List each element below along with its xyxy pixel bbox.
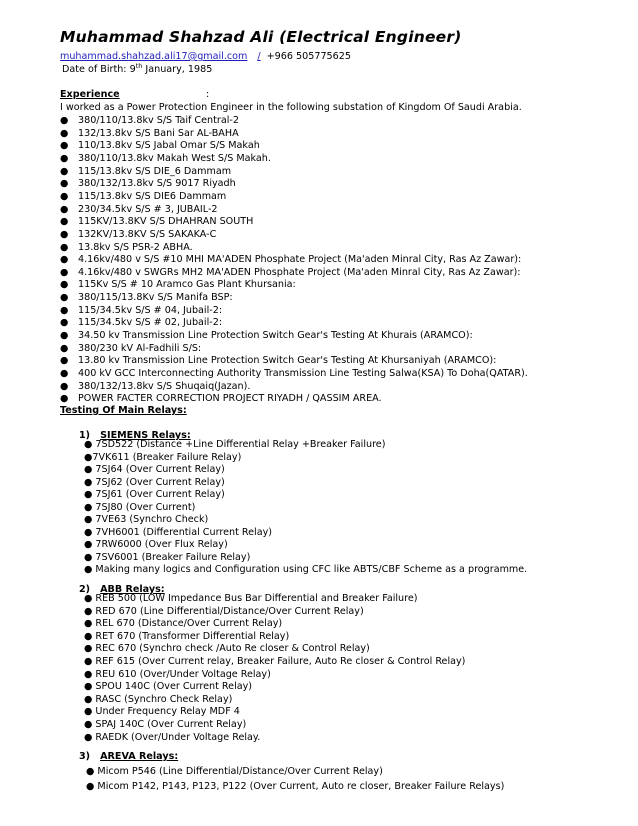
- experience-item: [60, 152, 271, 165]
- experience-item-text: 380/110/13.8kv S/S Taif Central-2: [78, 115, 239, 126]
- abb-relay-item: ● RET 670 (Transformer Differential Relay): [84, 630, 290, 642]
- experience-item-text: 115KV/13.8KV S/S DHAHRAN SOUTH: [78, 216, 254, 228]
- contact-line: [60, 50, 351, 63]
- experience-colon: :: [206, 89, 210, 100]
- experience-item-text: 115/34.5kv S/S # 04, Jubail-2:: [78, 304, 223, 316]
- abb-relay-item: ● SPAJ 140C (Over Current Relay): [84, 719, 247, 730]
- abb-relay-item: ● SPOU 140C (Over Current Relay): [84, 681, 253, 693]
- experience-item: [60, 165, 231, 178]
- experience-item-text: 115Kv S/S # 10 Aramco Gas Plant Khursania:: [78, 279, 296, 291]
- experience-item: [60, 177, 236, 190]
- siemens-relay-item: ● 7VH6001 (Differential Current Relay): [84, 526, 272, 538]
- experience-item: [60, 253, 521, 266]
- bullet-icon: ●: [60, 178, 69, 190]
- experience-item-text: 115/13.8kv S/S DIE6 Dammam: [78, 190, 227, 202]
- experience-item-text: 380/110/13.8kv Makah West S/S Makah.: [78, 152, 271, 164]
- experience-item: [60, 354, 496, 367]
- experience-item: [60, 329, 473, 342]
- areva-relay-item: ● Micom P546 (Line Differential/Distance/Over Current Relay): [86, 766, 383, 777]
- experience-item-text: 115/34.5kv S/S # 02, Jubail-2:: [78, 317, 223, 329]
- experience-item-text: 380/132/13.8kv S/S Shuqaiq(Jazan).: [78, 380, 251, 392]
- bullet-icon: ●: [60, 203, 69, 215]
- experience-item: [60, 278, 296, 291]
- siemens-relay-item: ● 7SV6001 (Breaker Failure Relay): [84, 551, 251, 563]
- experience-item: [60, 342, 201, 355]
- experience-item: [60, 203, 218, 216]
- areva-number: 3): [79, 751, 91, 762]
- experience-item: [60, 241, 193, 254]
- experience-item: [60, 190, 226, 203]
- siemens-relay-item: ● 7SJ80 (Over Current): [84, 501, 196, 513]
- date-of-birth: [62, 63, 212, 76]
- experience-item-text: 115/13.8kv S/S DIE_6 Dammam: [78, 165, 232, 177]
- abb-relay-item: ● REB 500 (LOW Impedance Bus Bar Differential and Breaker Failure): [84, 593, 418, 604]
- name-title: Muhammad Shahzad Ali (Electrical Engineer): [60, 28, 462, 46]
- abb-number: 2): [79, 584, 91, 595]
- areva-relay-item: ● Micom P142, P143, P123, P122 (Over Current, Auto re closer, Breaker Failure Relays): [86, 781, 505, 792]
- bullet-icon: ●: [60, 140, 69, 152]
- areva-heading: [79, 750, 178, 763]
- bullet-icon: ●: [60, 393, 69, 405]
- abb-relay-item: ● RED 670 (Line Differential/Distance/Over Current Relay): [84, 605, 364, 617]
- experience-item-text: 380/132/13.8kv S/S 9017 Riyadh: [78, 178, 236, 190]
- experience-item-text: 132/13.8kv S/S Bani Sar AL-BAHA: [78, 127, 239, 139]
- experience-item: [60, 139, 260, 152]
- bullet-icon: ●: [60, 241, 69, 253]
- email-link[interactable]: muhammad.shahzad.ali17@gmail.com: [60, 51, 248, 62]
- siemens-number: 1): [79, 430, 91, 441]
- experience-item: [60, 114, 239, 127]
- siemens-relay-item: ● Making many logics and Configuration using CFC like ABTS/CBF Scheme as a programme.: [84, 564, 528, 575]
- experience-item-text: 110/13.8kv S/S Jabal Omar S/S Makah: [78, 140, 260, 152]
- abb-relay-item: ● REC 670 (Synchro check /Auto Re closer & Control Relay): [84, 643, 370, 655]
- abb-title: ABB Relays:: [100, 584, 165, 595]
- experience-item-text: 380/115/13.8Kv S/S Manifa BSP:: [78, 292, 233, 304]
- siemens-relay-item: ● 7RW6000 (Over Flux Relay): [84, 539, 228, 550]
- experience-item: [60, 266, 521, 279]
- bullet-icon: ●: [60, 127, 69, 139]
- bullet-icon: ●: [60, 317, 69, 329]
- experience-item: [60, 304, 222, 317]
- bullet-icon: ●: [60, 165, 69, 177]
- bullet-icon: ●: [60, 279, 69, 291]
- experience-item-text: 13.8kv S/S PSR-2 ABHA.: [78, 241, 193, 253]
- abb-relay-item: ● RASC (Synchro Check Relay): [84, 693, 233, 705]
- abb-relay-item: ● RAEDK (Over/Under Voltage Relay.: [84, 731, 261, 743]
- experience-item: [60, 367, 528, 380]
- experience-item-text: 400 kV GCC Interconnecting Authority Transmission Line Testing Salwa(KSA) To Doha(QATAR).: [78, 368, 528, 379]
- experience-item-text: 132KV/13.8KV S/S SAKAKA-C: [78, 228, 217, 240]
- experience-item-text: 380/230 kV Al-Fadhili S/S:: [78, 342, 202, 354]
- experience-item: [60, 215, 253, 228]
- experience-item-text: 4.16kv/480 v SWGRs MH2 MA'ADEN Phosphate Project (Ma'aden Minral City, Ras Az Zawar):: [78, 266, 521, 278]
- abb-relay-item: ● REF 615 (Over Current relay, Breaker Failure, Auto Re closer & Control Relay): [84, 656, 466, 667]
- bullet-icon: ●: [60, 190, 69, 202]
- experience-heading: Experience: [60, 89, 120, 100]
- experience-heading-line: [60, 88, 210, 101]
- bullet-icon: ●: [60, 266, 69, 278]
- experience-item: [60, 228, 216, 241]
- siemens-relay-item: ● 7SJ62 (Over Current Relay): [84, 476, 225, 488]
- experience-item: [60, 316, 222, 329]
- experience-item: [60, 291, 233, 304]
- abb-relay-item: ● REU 610 (Over/Under Voltage Relay): [84, 668, 271, 680]
- experience-item-text: POWER FACTER CORRECTION PROJECT RIYADH / QASSIM AREA.: [78, 393, 382, 405]
- experience-item: [60, 380, 250, 393]
- bullet-icon: ●: [60, 380, 69, 392]
- bullet-icon: ●: [60, 216, 69, 228]
- bullet-icon: ●: [60, 355, 69, 367]
- areva-title: AREVA Relays:: [100, 751, 179, 762]
- experience-item: [60, 127, 239, 140]
- bullet-icon: ●: [60, 228, 69, 240]
- experience-item-text: 13.80 kv Transmission Line Protection Switch Gear's Testing At Khursaniyah (ARAMCO):: [78, 355, 497, 367]
- bullet-icon: ●: [60, 254, 69, 266]
- siemens-relay-item: ● 7VE63 (Synchro Check): [84, 514, 209, 525]
- siemens-title: SIEMENS Relays:: [100, 430, 191, 441]
- experience-item-text: 4.16kv/480 v S/S #10 MHI MA'ADEN Phosphate Project (Ma'aden Minral City, Ras Az Zawar):: [78, 254, 522, 266]
- bullet-icon: ●: [60, 368, 69, 379]
- phone-number: +966 505775625: [266, 51, 351, 62]
- experience-item-text: 230/34.5kv S/S # 3, JUBAIL-2: [78, 203, 218, 215]
- siemens-relay-item: ●7VK611 (Breaker Failure Relay): [84, 451, 242, 463]
- siemens-relay-item: ● 7SD522 (Distance +Line Differential Relay +Breaker Failure): [84, 439, 386, 450]
- siemens-relay-item: ● 7SJ64 (Over Current Relay): [84, 464, 225, 475]
- bullet-icon: ●: [60, 304, 69, 316]
- bullet-icon: ●: [60, 342, 69, 354]
- dob-suffix: January, 1985: [142, 64, 213, 75]
- bullet-icon: ●: [60, 152, 69, 164]
- abb-relay-item: ● Under Frequency Relay MDF 4: [84, 706, 240, 718]
- testing-heading: Testing Of Main Relays:: [60, 405, 187, 416]
- dob-superscript: th: [135, 61, 143, 70]
- contact-separator: /: [257, 51, 261, 62]
- experience-intro: I worked as a Power Protection Engineer in the following substation of Kingdom Of Saudi Arabia.: [60, 102, 522, 113]
- bullet-icon: ●: [60, 292, 69, 304]
- bullet-icon: ●: [60, 115, 69, 126]
- siemens-relay-item: ● 7SJ61 (Over Current Relay): [84, 489, 225, 500]
- bullet-icon: ●: [60, 330, 69, 342]
- dob-prefix: Date of Birth: 9: [62, 64, 136, 75]
- abb-relay-item: ● REL 670 (Distance/Over Current Relay): [84, 618, 283, 630]
- experience-item-text: 34.50 kv Transmission Line Protection Switch Gear's Testing At Khurais (ARAMCO):: [78, 330, 473, 342]
